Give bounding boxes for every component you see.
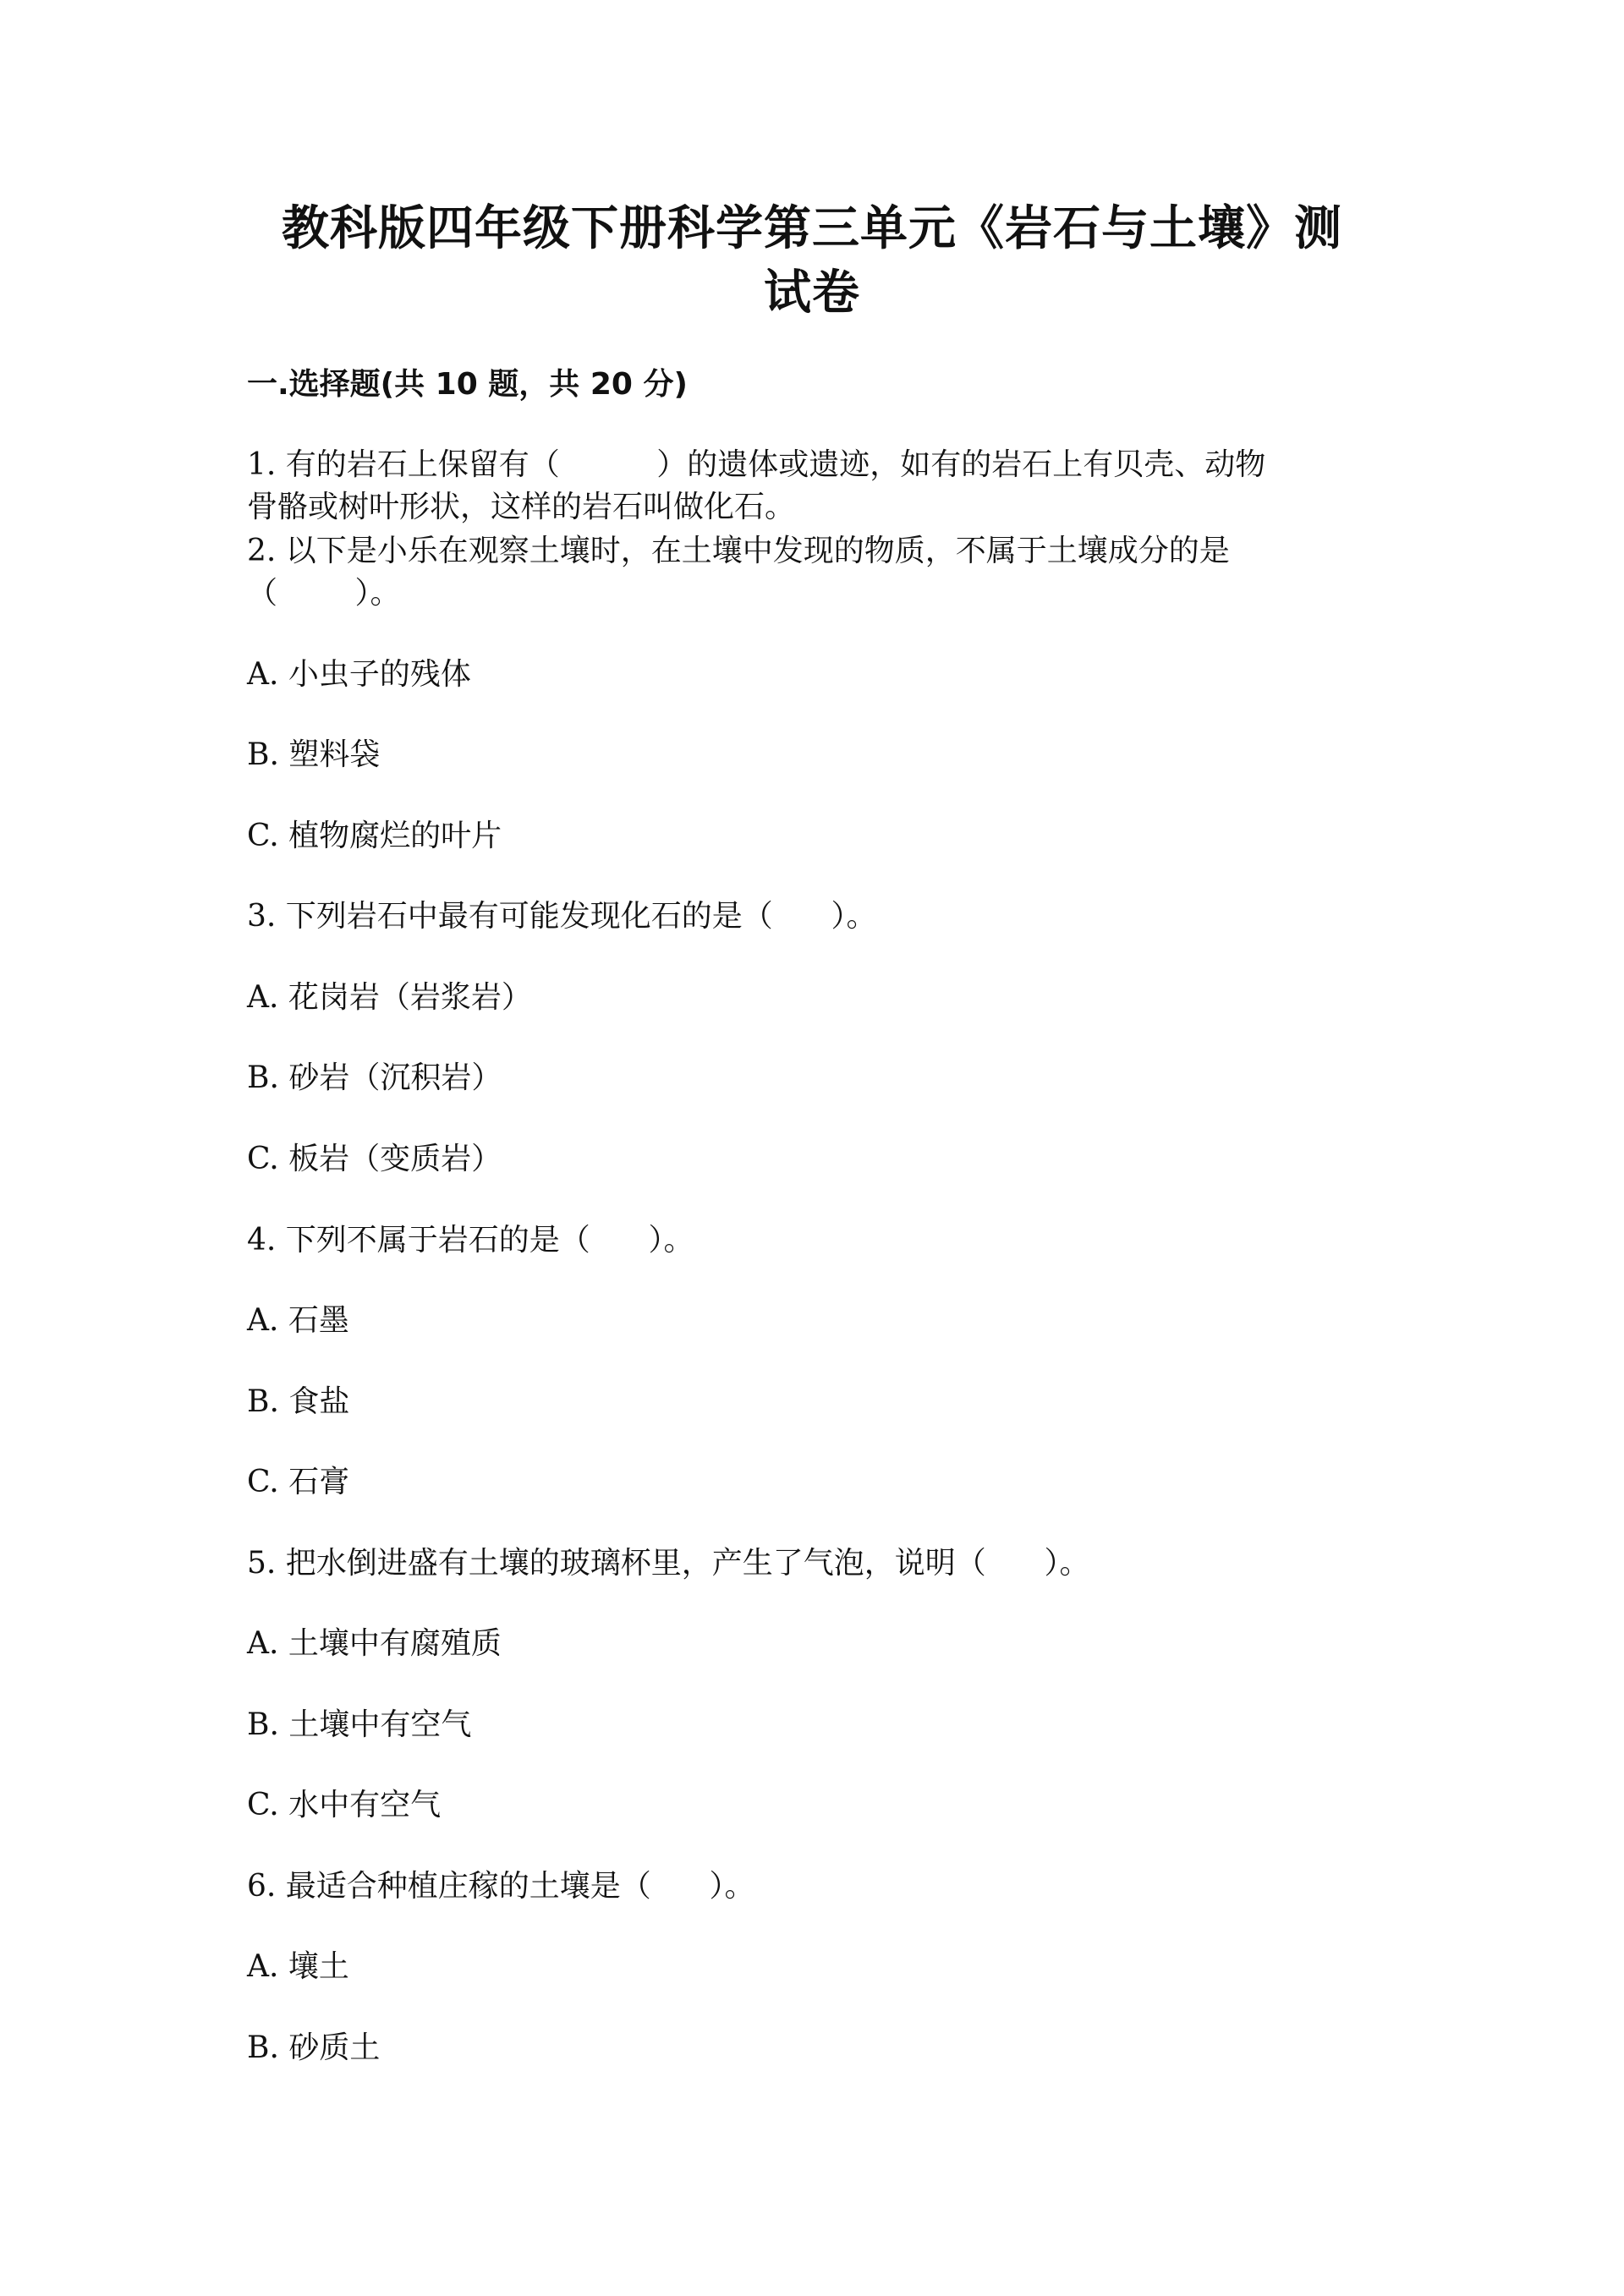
- question-6-text: 6. 最适合种植庄稼的土壤是（ ）。: [247, 1869, 755, 1904]
- question-3-option-c: C. 板岩（变质岩）: [247, 1142, 502, 1176]
- question-5-text: 5. 把水倒进盛有土壤的玻璃杯里，产生了气泡，说明（ ）。: [247, 1546, 1090, 1581]
- question-3-option-b: B. 砂岩（沉积岩）: [247, 1060, 502, 1095]
- question-4-text: 4. 下列不属于岩石的是（ ）。: [247, 1223, 694, 1258]
- question-2-line-2: （ ）。: [247, 576, 401, 611]
- question-4-option-a: A. 石墨: [247, 1303, 349, 1338]
- question-5-option-a: A. 土壤中有腐殖质: [247, 1626, 502, 1661]
- question-4-option-c: C. 石膏: [247, 1465, 350, 1499]
- section-heading: 一.选择题(共 10 题，共 20 分): [247, 367, 688, 402]
- question-2-option-b: B. 塑料袋: [247, 737, 381, 772]
- question-3-text: 3. 下列岩石中最有可能发现化石的是（ ）。: [247, 899, 877, 934]
- question-1-line-1: 1. 有的岩石上保留有（ ）的遗体或遗迹，如有的岩石上有贝壳、动物: [247, 447, 1266, 482]
- question-2-line-1: 2. 以下是小乐在观察土壤时，在土壤中发现的物质，不属于土壤成分的是: [247, 534, 1230, 568]
- question-3-option-a: A. 花岗岩（岩浆岩）: [247, 980, 532, 1015]
- question-6-option-b: B. 砂质土: [247, 2030, 381, 2065]
- question-6-option-a: A. 壤土: [247, 1949, 349, 1984]
- question-1-line-2: 骨骼或树叶形状，这样的岩石叫做化石。: [247, 490, 796, 524]
- question-5-option-b: B. 土壤中有空气: [247, 1707, 472, 1742]
- page-title-line-2: 试卷: [764, 266, 860, 321]
- question-2-option-c: C. 植物腐烂的叶片: [247, 819, 502, 853]
- question-2-option-a: A. 小虫子的残体: [247, 657, 471, 692]
- question-5-option-c: C. 水中有空气: [247, 1788, 442, 1822]
- page-title-line-1: 教科版四年级下册科学第三单元《岩石与土壤》测: [282, 201, 1342, 256]
- question-4-option-b: B. 食盐: [247, 1384, 350, 1419]
